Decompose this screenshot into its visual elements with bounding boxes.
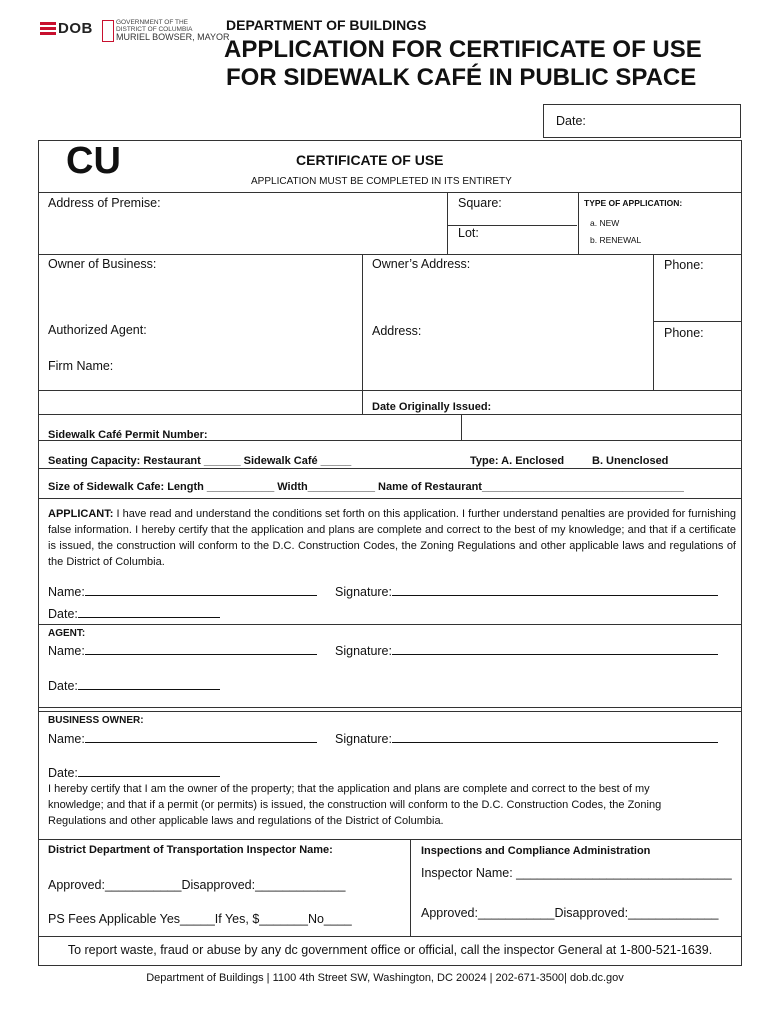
agent-signature-field[interactable] (335, 643, 718, 658)
applicant-signature-field[interactable] (335, 584, 718, 599)
type-unenclosed-option[interactable]: B. Unenclosed (592, 455, 669, 467)
signature-label: Signature: (335, 732, 392, 746)
logo-text: DOB (58, 20, 93, 37)
agent-address-label: Address: (372, 324, 422, 338)
ica-approval-field[interactable]: Approved:___________Disapproved:_____________ (421, 906, 719, 920)
mayor-name: MURIEL BOWSER, MAYOR (116, 32, 230, 42)
ddot-approval-field[interactable]: Approved:___________Disapproved:_____________ (48, 878, 346, 892)
applicant-label: APPLICANT: (48, 508, 114, 520)
dob-logo (40, 20, 96, 40)
applicant-name-field[interactable] (48, 584, 317, 599)
date-label: Date: (48, 679, 78, 693)
inspections-admin-label: Inspections and Compliance Administration (421, 845, 651, 857)
agent-date-field[interactable] (48, 678, 220, 693)
name-label: Name: (48, 732, 85, 746)
page-footer: Department of Buildings | 1100 4th Street SW, Washington, DC 20024 | 202-671-3500| dob.dc.gov (146, 972, 624, 984)
seating-capacity-label: Seating Capacity: Restaurant ______ Sidewalk Café _____ (48, 455, 352, 467)
dc-seal-icon (102, 20, 114, 42)
type-renewal-option[interactable]: b. RENEWAL (590, 235, 642, 245)
cu-mark: CU (66, 140, 121, 182)
date-label: Date: (556, 114, 586, 128)
owner-date-field[interactable] (48, 765, 220, 780)
gov-lines (116, 19, 192, 33)
owner-certification-text: I hereby certify that I am the owner of the property; that the application and plans are complete and correct to the best of my knowledge; and that if a permit (or permits) is issued, the construction will conform to the D.C. Construction Codes, the Zoning Regulations and other applicable laws and regulations of the District of Columbia. (48, 783, 662, 827)
ps-fees-field[interactable]: PS Fees Applicable Yes_____If Yes, $_______No____ (48, 912, 352, 926)
agent-phone-label: Phone: (664, 326, 704, 340)
title-line-1: APPLICATION FOR CERTIFICATE OF USE (224, 36, 702, 63)
agent-label: AGENT: (48, 628, 86, 639)
applicant-text: I have read and understand the conditions set forth on this application. I further understand penalties are provided for furnishing false information. I hereby certify that the application and plans are complete and correct to the best of my knowledge; and that if a certificate is issued, the construction will conform to the D.C. Construction Codes, the Zoning Regulations and other applicable laws and regulations of the District of Columbia. (48, 508, 736, 568)
type-new-option[interactable]: a. NEW (590, 218, 620, 228)
owner-signature-field[interactable] (335, 731, 718, 746)
address-of-premise-label: Address of Premise: (48, 196, 161, 210)
inspector-name-field[interactable]: Inspector Name: _______________________________ (421, 866, 732, 880)
form-subheading: APPLICATION MUST BE COMPLETED IN ITS ENTIRETY (251, 176, 512, 187)
name-label: Name: (48, 644, 85, 658)
date-originally-issued-label: Date Originally Issued: (372, 401, 492, 413)
applicant-statement (48, 506, 736, 570)
square-label: Square: (458, 196, 502, 210)
signature-label: Signature: (335, 644, 392, 658)
gov-line-2: DISTRICT OF COLUMBIA (116, 26, 193, 33)
signature-label: Signature: (335, 585, 392, 599)
owner-phone-label: Phone: (664, 258, 704, 272)
title-line-2: FOR SIDEWALK CAFÉ IN PUBLIC SPACE (226, 64, 697, 91)
form-heading: CERTIFICATE OF USE (296, 152, 444, 168)
report-fraud-line: To report waste, fraud or abuse by any dc government office or official, call the inspector General at 1-800-521-1639. (67, 943, 713, 957)
owners-address-label: Owner’s Address: (372, 257, 471, 271)
authorized-agent-label: Authorized Agent: (48, 323, 147, 337)
ddot-inspector-label: District Department of Transportation Inspector Name: (48, 844, 333, 856)
gov-line-1: GOVERNMENT OF THE (116, 19, 188, 26)
owner-of-business-label: Owner of Business: (48, 257, 157, 271)
sidewalk-permit-number-label: Sidewalk Café Permit Number: (48, 429, 208, 441)
owner-name-field[interactable] (48, 731, 317, 746)
name-label: Name: (48, 585, 85, 599)
business-owner-label: BUSINESS OWNER: (48, 715, 144, 726)
type-of-application-label: TYPE OF APPLICATION: (584, 198, 683, 208)
lot-label: Lot: (458, 226, 479, 240)
dc-flag-icon (40, 22, 56, 38)
agent-name-field[interactable] (48, 643, 317, 658)
size-of-sidewalk-cafe-line: Size of Sidewalk Cafe: Length ___________ Width___________ Name of Restaurant_________________________________ (48, 481, 684, 493)
type-enclosed-option[interactable]: Type: A. Enclosed (470, 455, 565, 467)
date-label: Date: (48, 766, 78, 780)
date-box[interactable] (543, 104, 741, 138)
applicant-date-field[interactable] (48, 606, 220, 621)
date-label: Date: (48, 607, 78, 621)
department-name: DEPARTMENT OF BUILDINGS (226, 17, 427, 33)
firm-name-label: Firm Name: (48, 359, 114, 373)
